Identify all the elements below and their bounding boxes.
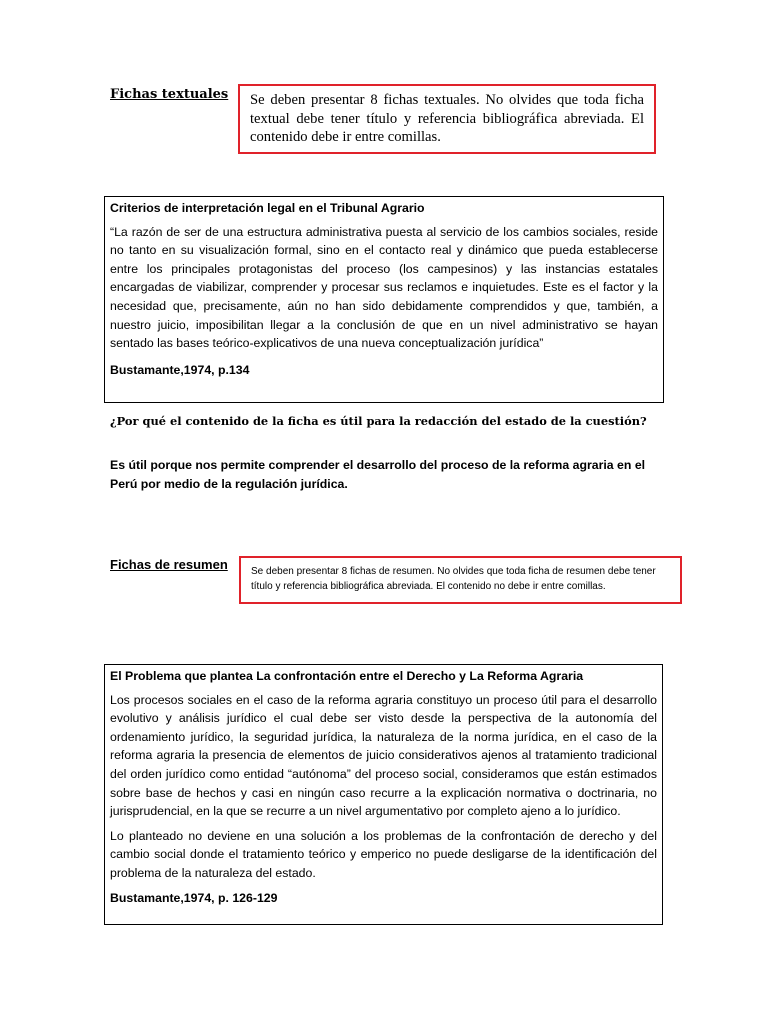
- fichas-textuales-heading: Fichas textuales: [110, 87, 229, 102]
- card-reference: Bustamante,1974, p.134: [110, 362, 250, 377]
- card-quote: “La razón de ser de una estructura administrativa puesta al servicio de los cambios sociales, reside no tanto en su visualización formal, sino en el contacto real y dinámico que pueda establecerse entre los principales protagonistas del proceso (los campesinos) y las instancias estatales encargadas de viabilizar, comprender y procesar sus reclamos e inquietudes. Este es el factor y la necesidad que, precisamente, aún no han sido debidamente comprendidos y que, también, a nuestro juicio, imposibilitan llegar a la conclusión de que en un nivel administrativo se hayan sentado las bases teórico-explicativos de una nueva conceptualización jurídica”: [110, 224, 658, 351]
- ficha-textual-card: [104, 196, 664, 403]
- question-text: ¿Por qué el contenido de la ficha es útil para la redacción del estado de la cuestión?: [110, 414, 647, 428]
- answer-text: Es útil porque nos permite comprender el desarrollo del proceso de la reforma agraria en el Perú por medio de la regulación jurídica.: [110, 458, 646, 491]
- card-title: El Problema que plantea La confrontación entre el Derecho y La Reforma Agraria: [110, 669, 584, 683]
- ficha-resumen-card: [104, 664, 663, 925]
- instruction-note-resumen: Se deben presentar 8 fichas de resumen. No olvides que toda ficha de resumen debe tener título y referencia bibliográfica abreviada. El contenido no debe ir entre comillas.: [239, 556, 682, 604]
- card-paragraph: Los procesos sociales en el caso de la reforma agraria constituyo un proceso útil para el desarrollo evolutivo y análisis jurídico el cual debe ser visto desde la perspectiva de la autonomía del ordenamiento jurídico, la seguridad jurídica, la naturaleza de la norma jurídica, en el caso de la reforma agraria la presencia de elementos de juicio considerativos ajenos al tratamiento tradicional del orden jurídico como entidad “autónoma” del proceso social, consideramos que están estimados sobre base de hechos y casi en ningún caso recurre a la explicación normativa o doctrinaria, no jurisprudencial, en la que se recurre a un nivel argumentativo por completo ajeno a lo jurídico.: [110, 692, 657, 819]
- fichas-resumen-heading: Fichas de resumen: [110, 557, 228, 572]
- card-paragraph: Lo planteado no deviene en una solución a los problemas de la confrontación de derecho y del cambio social donde el tratamiento teórico y emperico no puede desligarse de la identificación del problema de la naturaleza del estado.: [110, 828, 657, 880]
- card-reference: Bustamante,1974, p. 126-129: [110, 890, 278, 905]
- card-title: Criterios de interpretación legal en el Tribunal Agrario: [110, 201, 425, 215]
- instruction-note-textuales: Se deben presentar 8 fichas textuales. No olvides que toda ficha textual debe tener título y referencia bibliográfica abreviada. El contenido debe ir entre comillas.: [238, 84, 656, 154]
